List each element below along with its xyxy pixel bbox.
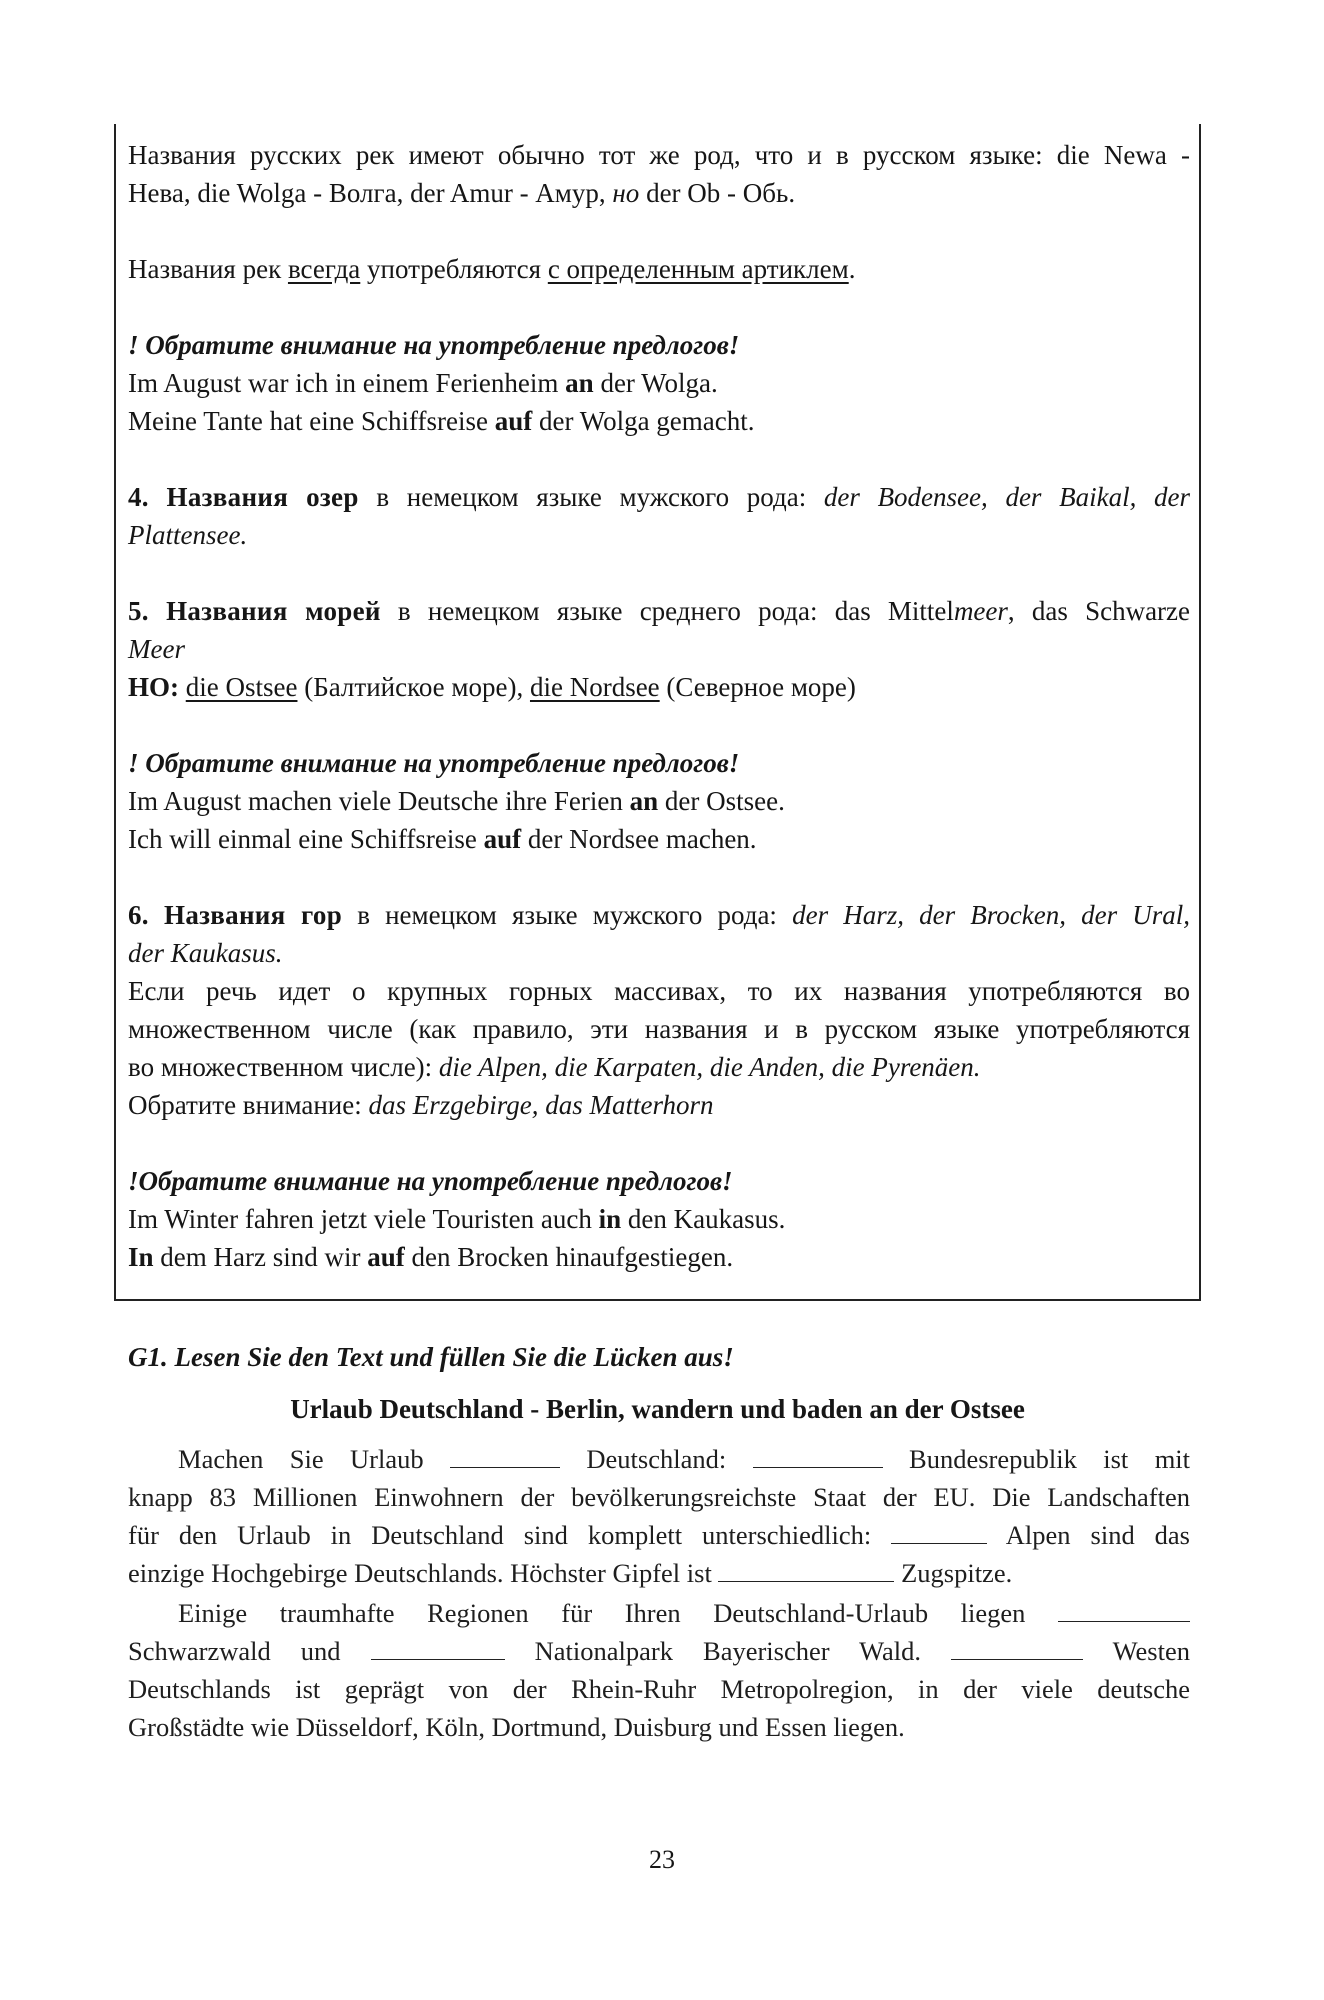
text-line: Schwarzwald und Nationalpark Bayerischer Wald. Westen [128,1636,1190,1666]
seas-rule-line-2: Meer [128,634,185,664]
blank-gap[interactable] [753,1443,883,1468]
page-number: 23 [649,1845,675,1874]
prepositions-note-1: ! Обратите внимание на употребление предлогов! [128,330,740,360]
blank-gap[interactable] [450,1443,560,1468]
text-line: Machen Sie Urlaub Deutschland: Bundesrepublik ist mit [178,1444,1191,1474]
blank-gap[interactable] [1058,1597,1190,1622]
seas-exception-line: НО: die Ostsee (Балтийское море), die Nordsee (Северное море) [128,672,856,702]
mountains-rule-line-6: Обратите внимание: das Erzgebirge, das Matterhorn [128,1090,714,1120]
mountains-rule-line-4: множественном числе (как правило, эти названия и в русском языке употребляются [128,1014,1190,1044]
mountains-rule-line-2: der Kaukasus. [128,938,283,968]
example-line: Im August war ich in einem Ferienheim an der Wolga. [128,368,718,398]
text-line: knapp 83 Millionen Einwohnern der bevölkerungsreichste Staat der EU. Die Landschaften [128,1482,1190,1512]
mountains-rule-line-1: 6. Названия гор в немецком языке мужского рода: der Harz, der Brocken, der Ural, [128,900,1191,930]
rivers-article-rule: Названия рек всегда употребляются с определенным артиклем. [128,254,856,284]
text-line: Einige traumhafte Regionen für Ihren Deutschland-Urlaub liegen [178,1594,1190,1632]
mountains-rule-line-5: во множественном числе): die Alpen, die Karpaten, die Anden, die Pyrenäen. [128,1052,981,1082]
text-line: für den Urlaub in Deutschland sind komplett unterschiedlich: Alpen sind das [128,1520,1190,1550]
blank-gap[interactable] [371,1635,505,1660]
rivers-rule-line-2: Нева, die Wolga - Волга, der Amur - Амур, но der Ob - Обь. [128,178,796,208]
exercise-title: G1. Lesen Sie den Text und füllen Sie die Lücken aus! [128,1342,734,1372]
example-line: Im Winter fahren jetzt viele Touristen auch in den Kaukasus. [128,1204,786,1234]
prepositions-note-3: !Обратите внимание на употребление предлогов! [128,1166,733,1196]
example-line: Im August machen viele Deutsche ihre Ferien an der Ostsee. [128,786,785,816]
example-line: Ich will einmal eine Schiffsreise auf der Nordsee machen. [128,824,757,854]
prepositions-note-2: ! Обратите внимание на употребление предлогов! [128,748,740,778]
seas-rule-line-1: 5. Названия морей в немецком языке среднего рода: das Mittelmeer, das Schwarze [128,596,1191,626]
text-line: Großstädte wie Düsseldorf, Köln, Dortmund, Duisburg und Essen liegen. [128,1712,905,1742]
blank-gap[interactable] [951,1635,1083,1660]
example-line: Meine Tante hat eine Schiffsreise auf der Wolga gemacht. [128,406,755,436]
blank-gap[interactable] [718,1557,894,1582]
mountains-rule-line-3: Если речь идет о крупных горных массивах, то их названия употребляются во [128,976,1190,1006]
lakes-rule-line-2: Plattensee. [128,520,248,550]
blank-gap[interactable] [891,1519,987,1544]
example-line: In dem Harz sind wir auf den Brocken hinaufgestiegen. [128,1242,734,1272]
text-line: einzige Hochgebirge Deutschlands. Höchster Gipfel ist Zugspitze. [128,1558,1013,1588]
text-line: Deutschlands ist geprägt von der Rhein-Ruhr Metropolregion, in der viele deutsche [128,1674,1190,1704]
text-heading: Urlaub Deutschland - Berlin, wandern und baden an der Ostsee [290,1394,1025,1424]
rivers-rule-line-1: Названия русских рек имеют обычно тот же род, что и в русском языке: die Newa - [128,140,1190,170]
grammar-rules-box [114,124,1201,1301]
lakes-rule-line-1: 4. Названия озер в немецком языке мужского рода: der Bodensee, der Baikal, der [128,482,1191,512]
